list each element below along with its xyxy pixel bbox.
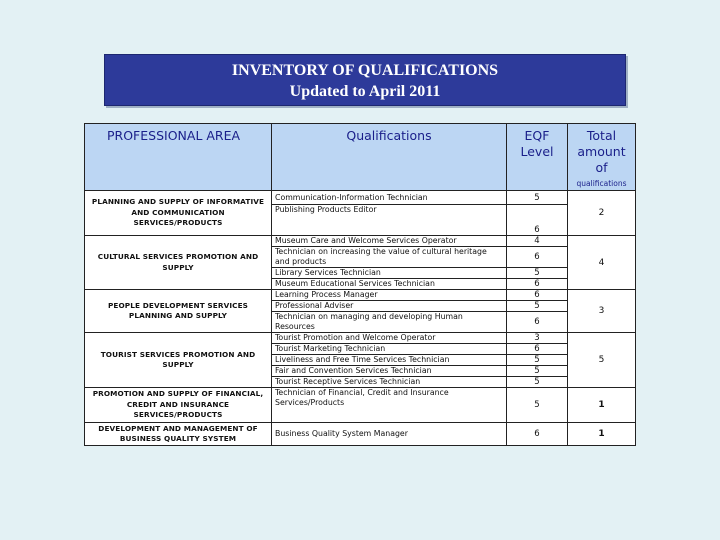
level-cell: 6 <box>507 344 568 355</box>
table-row <box>85 333 636 344</box>
qualification-cell: Fair and Convention Services Technician <box>272 366 507 377</box>
table-row <box>85 290 636 301</box>
qualifications-table <box>84 123 636 446</box>
qualification-cell: Library Services Technician <box>272 268 507 279</box>
header-eqf-line1: EQF <box>524 128 550 143</box>
qualification-cell: Publishing Products Editor <box>272 205 507 236</box>
header-total-line4: qualifications <box>576 179 627 188</box>
level-cell: 5 <box>507 268 568 279</box>
qualification-cell: Technician on managing and developing Human Resources <box>272 312 507 333</box>
header-professional-area: PROFESSIONAL AREA <box>85 124 272 191</box>
table-row <box>85 388 636 423</box>
qualification-cell: Business Quality System Manager <box>272 423 507 446</box>
area-cell: TOURIST SERVICES PROMOTION AND SUPPLY <box>85 333 272 388</box>
level-cell: 5 <box>507 366 568 377</box>
qualification-cell: Liveliness and Free Time Services Technician <box>272 355 507 366</box>
total-cell: 5 <box>568 333 636 388</box>
qualification-cell: Tourist Marketing Technician <box>272 344 507 355</box>
area-cell: PEOPLE DEVELOPMENT SERVICES PLANNING AND SUPPLY <box>85 290 272 333</box>
area-cell: CULTURAL SERVICES PROMOTION AND SUPPLY <box>85 236 272 290</box>
table-row <box>85 191 636 205</box>
level-cell: 5 <box>507 191 568 205</box>
qualification-cell: Museum Educational Services Technician <box>272 279 507 290</box>
level-cell: 5 <box>507 388 568 423</box>
area-cell: DEVELOPMENT AND MANAGEMENT OF BUSINESS QUALITY SYSTEM <box>85 423 272 446</box>
qualification-cell: Professional Adviser <box>272 301 507 312</box>
qualification-cell: Museum Care and Welcome Services Operator <box>272 236 507 247</box>
area-cell: PLANNING AND SUPPLY OF INFORMATIVE AND COMMUNICATION SERVICES/PRODUCTS <box>85 191 272 236</box>
qualification-cell: Technician on increasing the value of cultural heritage and products <box>272 247 507 268</box>
table-row <box>85 236 636 247</box>
header-total-line1: Total <box>586 128 617 143</box>
level-cell: 5 <box>507 377 568 388</box>
qualification-cell: Tourist Promotion and Welcome Operator <box>272 333 507 344</box>
header-qualifications: Qualifications <box>272 124 507 191</box>
header-eqf-line2: Level <box>520 144 554 159</box>
qualification-cell: Communication-Information Technician <box>272 191 507 205</box>
level-cell: 6 <box>507 279 568 290</box>
level-cell: 3 <box>507 333 568 344</box>
total-cell: 1 <box>568 423 636 446</box>
level-cell: 6 <box>507 312 568 333</box>
level-cell: 6 <box>507 423 568 446</box>
qualification-cell: Learning Process Manager <box>272 290 507 301</box>
total-cell: 1 <box>568 388 636 423</box>
qualification-cell: Technician of Financial, Credit and Insurance Services/Products <box>272 388 507 423</box>
header-total-line3: of <box>595 160 608 175</box>
title-line-2: Updated to April 2011 <box>289 83 441 100</box>
total-cell: 2 <box>568 191 636 236</box>
level-cell: 4 <box>507 236 568 247</box>
total-cell: 4 <box>568 236 636 290</box>
level-cell: 6 <box>507 205 568 236</box>
total-cell: 3 <box>568 290 636 333</box>
level-cell: 6 <box>507 290 568 301</box>
area-cell: PROMOTION AND SUPPLY OF FINANCIAL, CREDIT AND INSURANCE SERVICES/PRODUCTS <box>85 388 272 423</box>
table-header-row <box>85 124 636 191</box>
qualification-cell: Tourist Receptive Services Technician <box>272 377 507 388</box>
header-total <box>568 124 636 191</box>
header-total-line2: amount <box>577 144 626 159</box>
header-eqf-level <box>507 124 568 191</box>
level-cell: 5 <box>507 301 568 312</box>
title-line-1: INVENTORY OF QUALIFICATIONS <box>231 62 499 79</box>
table-row <box>85 423 636 446</box>
title-banner <box>104 54 626 106</box>
level-cell: 5 <box>507 355 568 366</box>
level-cell: 6 <box>507 247 568 268</box>
